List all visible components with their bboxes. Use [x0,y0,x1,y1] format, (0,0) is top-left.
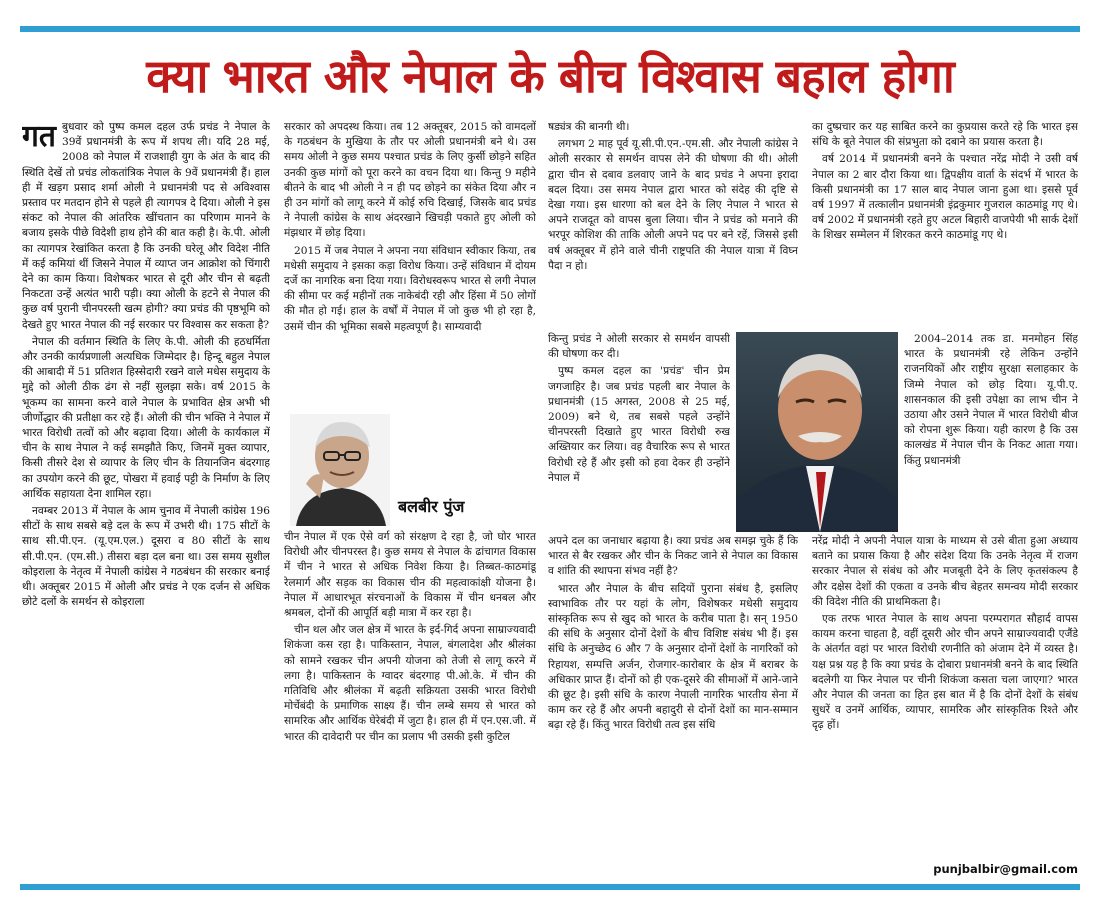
paragraph: चीन नेपाल में एक ऐसे वर्ग को संरक्षण दे रहा है, जो घोर भारत विरोधी और चीनपरस्त है। कुछ समय से नेपाल के ढांचागत विकास में चीन ने भारत से अधिक निवेश किया है। तिब्बत-काठमांडू रेलमार्ग और सड़क का विकास चीन की महत्वाकांक्षी योजना है। नेपाल में आधारभूत संरचनाओं के विकास में चीन धनबल और श्रमबल, दोनों की आपूर्ति बड़ी मात्रा में कर रहा है। [284,531,536,620]
paragraph: 2004–2014 तक डा. मनमोहन सिंह भारत के प्रधानमंत्री रहे लेकिन उन्होंने राजनयिकों और राष्ट्रीय सुरक्षा सलाहकार के जिम्मे नेपाल को छोड़ दिया। यू.पी.ए. शासनकाल की इसी उपेक्षा का लाभ चीन ने उठाया और उसने नेपाल में भारत विरोधी बीज को रोपना शुरू किया। यही कारण है कि उस कालखंड में नेपाल चीन के निकट आता गया। किंतु प्रधानमंत्री [904,333,1078,467]
article-column-4-bottom [812,534,1078,858]
article-column-3-bottom [548,534,798,876]
author-photo [290,414,390,526]
article-column-3-top [548,120,798,330]
paragraph: नेपाल की वर्तमान स्थिति के लिए के.पी. ओली की हठधर्मिता और उनकी कार्यप्रणाली अत्यधिक जिम्मेदार है। हिन्दू बहुल नेपाल की आबादी में 51 प्रतिशत हिस्सेदारी रखने वाले मधेस समुदाय के मुद्दे को ओली ठीक ढंग से नहीं सुलझा सके। वर्ष 2015 के भूकम्प का सामना करने वाले नेपाल के प्रभावित क्षेत्र अभी भी जीर्णोद्धार की प्रतीक्षा कर रहे हैं। ओली की चीन भक्ति ने नेपाल में भारत विरोधी तत्वों को और बढ़ावा दिया। ओली के कार्यकाल में चीन के साथ नेपाल ने कई समझौते किए, जिनमें मुक्त व्यापार, किसी तीसरे देश से व्यापार के लिए चीन के तियानजिन बंदरगाह का उपयोग करने की छूट, पोखरा में हवाई पट्टी के निर्माण के लिए आर्थिक सहायता देना शामिल रहा। [22,335,270,500]
paragraph: एक तरफ भारत नेपाल के साथ अपना परम्परागत सौहार्द वापस कायम करना चाहता है, वहीं दूसरी ओर चीन अपने साम्राज्यवादी एजैंडे के अंतर्गत वहां पर भारत विरोधी रणनीति को अंजाम देने में व्यस्त है। यक्ष प्रश्न यह है कि क्या प्रचंड के दोबारा प्रधानमंत्री बनने के बाद स्थिति बदलेगी या फिर नेपाल पर चीनी शिकंजा कसता चला जाएगा? भारत और नेपाल की जनता का हित इस बात में है कि दोनों देशों के संबंध सुधरें व उनमें आर्थिक, व्यापार, सामरिक और सांस्कृतिक रिश्ते और दृढ़ हों। [812,613,1078,732]
paragraph: लगभग 2 माह पूर्व यू.सी.पी.एन.-एम.सी. और नेपाली कांग्रेस ने ओली सरकार से समर्थन वापस लेने की घोषणा की थी। ओली द्वारा चीन से दबाव डलवाए जाने के बाद प्रचंड ने अपना इरादा बदल दिया। उस समय नेपाल द्वारा भारत को संदेह की दृष्टि से देखा गया। इस धारणा को बल देने के लिए नेपाल ने भारत से अपने राजदूत को वापस बुला लिया। चीन ने प्रचंड को मनाने की भरपूर कोशिश की ताकि ओली अपने पद पर बने रहें, जिससे इसी वर्ष अक्तूबर में होने वाले चीनी राष्ट्रपति की नेपाल यात्रा में विघ्न पैदा न हो। [548,138,798,272]
article-column-1 [22,120,270,876]
paragraph: चीन थल और जल क्षेत्र में भारत के इर्द-गिर्द अपना साम्राज्यवादी शिकंजा कस रहा है। पाकिस्तान, नेपाल, बंगलादेश और श्रीलंका को सामने रखकर चीन अपनी योजना को तेजी से लागू करने में लगा है। पाकिस्तान के ग्वादर बंदरगाह पी.ओ.के. में चीन की गतिविधि और श्रीलंका में बढ़ती सक्रियता उसकी भारत विरोधी मोर्चेबंदी के प्रमाणिक साक्ष्य हैं। चीन लम्बे समय से भारत को सामरिक और आर्थिक घेरेबंदी में जुटा है। हाल ही में एन.एस.जी. में भारत की दावेदारी पर चीन का प्रलाप भी उसकी इसी कुटिल [284,624,536,743]
article-column-2-bottom [284,530,536,876]
paragraph: भारत और नेपाल के बीच सदियों पुराना संबंध है, इसलिए स्वाभाविक तौर पर यहां के लोग, विशेषकर मधेसी समुदाय सांस्कृतिक रूप से खुद को भारत के करीब पाता है। सन् 1950 की संधि के अनुसार दोनों देशों के बीच विशिष्ट संबंध भी हैं। इस संधि के अनुच्छेद 6 और 7 के अनुसार दोनों देशों के नागरिकों को रिहायश, सम्पत्ति अर्जन, रोजगार-कारोबार के क्षेत्र में बराबर के अधिकार प्राप्त हैं। दोनों को ही एक-दूसरे की सीमाओं में आने-जाने की छूट है। इसी संधि के कारण नेपाली नागरिक भारतीय सेना में काम कर रहे हैं और अपनी बहादुरी से दोनों देशों का मान-सम्मान बढ़ा रहे हैं। किंतु भारत विरोधी तत्व इस संधि [548,582,798,732]
author-email: punjbalbir@gmail.com [933,862,1078,876]
paragraph: 2015 में जब नेपाल ने अपना नया संविधान स्वीकार किया, तब मधेसी समुदाय ने इसका कड़ा विरोध किया। उन्हें संविधान में दोयम दर्जे का नागरिक बना दिया गया। विरोधस्वरूप भारत से लगी नेपाल की सीमा पर कई महीनों तक नाकेबंदी रही और हिंसा में 50 लोगों की मौत हो गई। हाल के वर्षों में नेपाल में जो कुछ भी हो रहा है, उसमें चीन की भूमिका सबसे महत्वपूर्ण है। साम्यवादी [284,244,536,333]
article-column-4-top [812,120,1078,330]
paragraph: गत बुधवार को पुष्प कमल दहल उर्फ प्रचंड ने नेपाल के 39वें प्रधानमंत्री के रूप में शपथ ली। यदि 28 मई, 2008 को नेपाल में राजशाही युग के अंत के बाद की स्थिति देखें तो प्रचंड लोकतांत्रिक नेपाल के 9वें प्रधानमंत्री हैं। हाल ही में खड़ग प्रसाद शर्मा ओली ने प्रधानमंत्री पद से अविश्वास प्रस्ताव पर मतदान होने से पहले ही त्यागपत्र दे दिया। ओली ने इस संकट को नेपाल की आंतरिक खींचतान का परिणाम मानने के बजाय इसके पीछे विदेशी हाथ होने की बात कही है। के.पी. ओली का त्यागपत्र रेखांकित करता है कि उनकी घरेलू और विदेश नीति में कई कमियां थीं जिसने नेपाल में व्याप्त जन आक्रोश को चिंगारी देने का काम किया। विशेषकर भारत से दूरी और चीन से बढ़ती निकटता उन्हें अत्यंत भारी पड़ी। क्या ओली के हटने से नेपाल की कुछ वर्ष पुरानी चीनपरस्ती खत्म होगी? क्या प्रचंड की पृष्ठभूमि को देखते हुए भारत नेपाल की नई सरकार पर विश्वास कर सकता है? [22,120,270,331]
paragraph: नवम्बर 2013 में नेपाल के आम चुनाव में नेपाली कांग्रेस 196 सीटों के साथ सबसे बड़े दल के रूप में उभरी थी। 175 सीटों के साथ सी.पी.एन. (यू.एम.एल.) दूसरा व 80 सीटों के साथ सी.पी.एन. (एम.सी.) तीसरा बड़ा दल बना था। उस समय सुशील कोइराला के नेतृत्व में नेपाली कांग्रेस ने गठबंधन की सरकार बनाई थी। अक्तूबर 2015 में ओली और प्रचंड ने एक दर्जन से अधिक छोटे दलों के समर्थन से कोइराला [22,505,270,609]
paragraph: वर्ष 2014 में प्रधानमंत्री बनने के पश्चात नरेंद्र मोदी ने उसी वर्ष नेपाल का 2 बार दौरा किया था। द्विपक्षीय वार्ता के संदर्भ में भारत के किसी प्रधानमंत्री का 17 साल बाद नेपाल जाना हुआ था। इससे पूर्व वर्ष 1997 में तत्कालीन प्रधानमंत्री इंद्रकुमार गुजराल काठमांडू गए थे। वर्ष 2002 में प्रधानमंत्री रहते हुए अटल बिहारी वाजपेयी भी सार्क देशों के शिखर सम्मेलन में शिरकत करने काठमांडू गए थे। [812,153,1078,242]
paragraph: अपने दल का जनाधार बढ़ाया है। क्या प्रचंड अब समझ चुके हैं कि भारत से बैर रखकर और चीन के निकट जाने से नेपाल का विकास व शांति की स्थापना संभव नहीं है? [548,535,798,578]
paragraph: किन्तु प्रचंड ने ओली सरकार से समर्थन वापसी की घोषणा कर दी। [548,333,730,361]
page-title: क्या भारत और नेपाल के बीच विश्वास बहाल होगा [146,49,954,103]
drop-cap: गत [22,120,56,154]
paragraph: का दुष्प्रचार कर यह साबित करने का कुप्रयास करते रहे कि भारत इस संधि के बूते नेपाल की संप्रभुता को दबाने का प्रयास करता है। [812,121,1078,149]
article-column-4-middle [904,332,1078,532]
paragraph: नरेंद्र मोदी ने अपनी नेपाल यात्रा के माध्यम से उसे बीता हुआ अध्याय बताने का प्रयास किया है और संदेश दिया कि उनके नेतृत्व में राजग सरकार नेपाल से संबंध को और मजबूती देने के लिए कृतसंकल्प है और दक्षेस देशों की एकता व उनके बीच बेहतर समन्वय मोदी सरकार की विदेश नीति की प्राथमिकता है। [812,535,1078,608]
top-rule [20,26,1080,32]
author-byline [290,414,536,526]
paragraph: पुष्प कमल दहल का 'प्रचंड' चीन प्रेम जगजाहिर है। जब प्रचंड पहली बार नेपाल के प्रधानमंत्री (15 अगस्त, 2008 से 25 मई, 2009) बने थे, तब सबसे पहले उन्होंने चीनपरस्ती दिखाते हुए भारत विरोधी रुख अख्तियार कर लिया। वह वैचारिक रूप से भारत विरोधी रहे हैं और इसी को हवा देकर ही उन्होंने नेपाल में [548,365,730,484]
article-column-2-top [284,120,536,412]
bottom-rule [20,884,1080,890]
article-column-3-middle [548,332,730,532]
paragraph: सरकार को अपदस्थ किया। तब 12 अक्तूबर, 2015 को वामदलों के गठबंधन के मुखिया के तौर पर ओली प्रधानमंत्री बने थे। उस समय ओली ने कुछ समय पश्चात प्रचंड के लिए कुर्सी छोड़ने सहित उनकी कुछ मांगों को पूरा करने का वचन दिया था। किन्तु 9 महीने बीतने के बाद भी ओली ने न ही पद छोड़ने का संकेत दिया और न ही उन मांगों को लागू करने में कोई रुचि दिखाई, जिसके बाद प्रचंड ने नेपाली कांग्रेस के साथ अंदरखाने खिचड़ी पकाते हुए ओली को मंझधार में छोड़ दिया। [284,121,536,240]
paragraph: षड्यंत्र की बानगी थी। [548,121,630,133]
author-name: बलबीर पुंज [398,497,465,516]
prachanda-photo [736,332,898,532]
